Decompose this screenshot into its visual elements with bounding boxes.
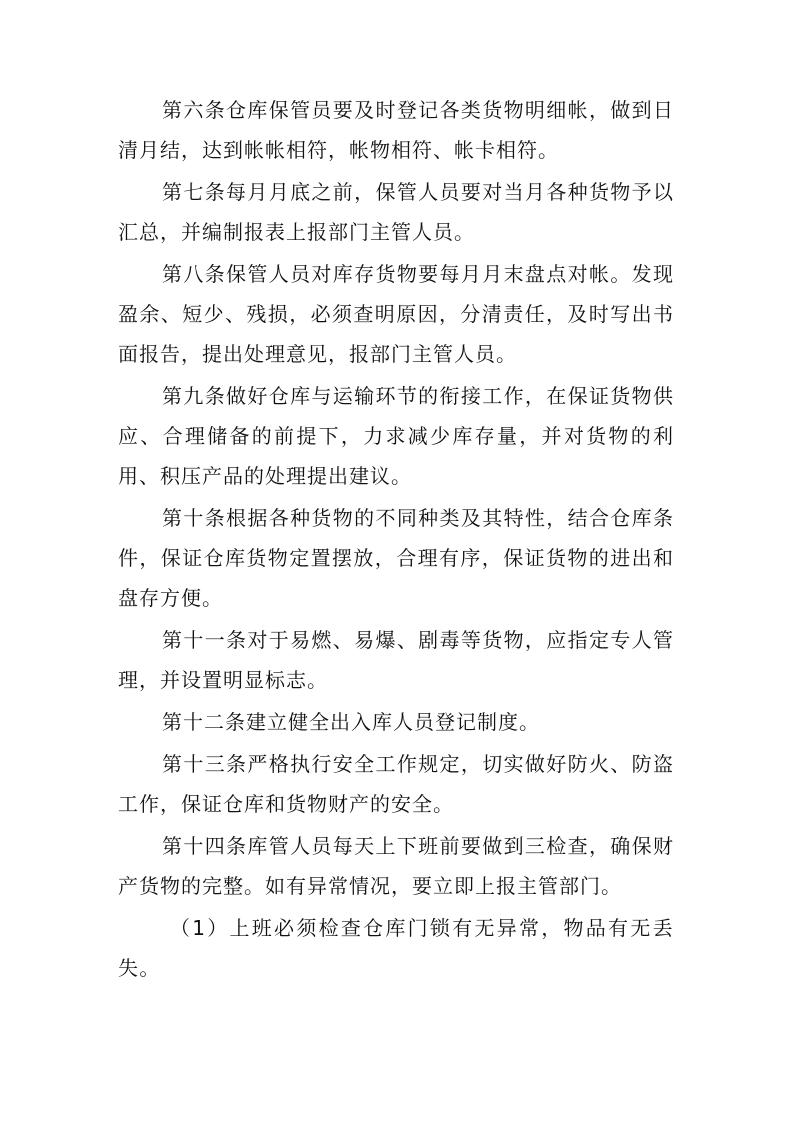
- paragraph-article-11: 第十一条对于易燃、易爆、剧毒等货物，应指定专人管理，并设置明显标志。: [118, 628, 674, 692]
- paragraph-item-1: （1）上班必须检查仓库门锁有无异常，物品有无丢失。: [118, 916, 674, 980]
- paragraph-article-14: 第十四条库管人员每天上下班前要做到三检查，确保财产货物的完整。如有异常情况，要立即上报主管部门。: [118, 834, 674, 898]
- paragraph-article-12: 第十二条建立健全出入库人员登记制度。: [162, 710, 540, 734]
- paragraph-article-6: 第六条仓库保管员要及时登记各类货物明细帐，做到日清月结，达到帐帐相符，帐物相符、帐卡相符。: [118, 98, 674, 162]
- paragraph-article-10: 第十条根据各种货物的不同种类及其特性，结合仓库条件，保证仓库货物定置摆放，合理有序，保证货物的进出和盘存方便。: [118, 506, 674, 610]
- paragraph-article-9: 第九条做好仓库与运输环节的衔接工作，在保证货物供应、合理储备的前提下，力求减少库存量，并对货物的利用、积压产品的处理提出建议。: [118, 384, 674, 488]
- paragraph-article-13: 第十三条严格执行安全工作规定，切实做好防火、防盗工作，保证仓库和货物财产的安全。: [118, 752, 674, 816]
- paragraph-article-7: 第七条每月月底之前，保管人员要对当月各种货物予以汇总，并编制报表上报部门主管人员。: [118, 180, 674, 244]
- paragraph-article-8: 第八条保管人员对库存货物要每月月末盘点对帐。发现盈余、短少、残损，必须查明原因，分清责任，及时写出书面报告，提出处理意见，报部门主管人员。: [118, 262, 674, 366]
